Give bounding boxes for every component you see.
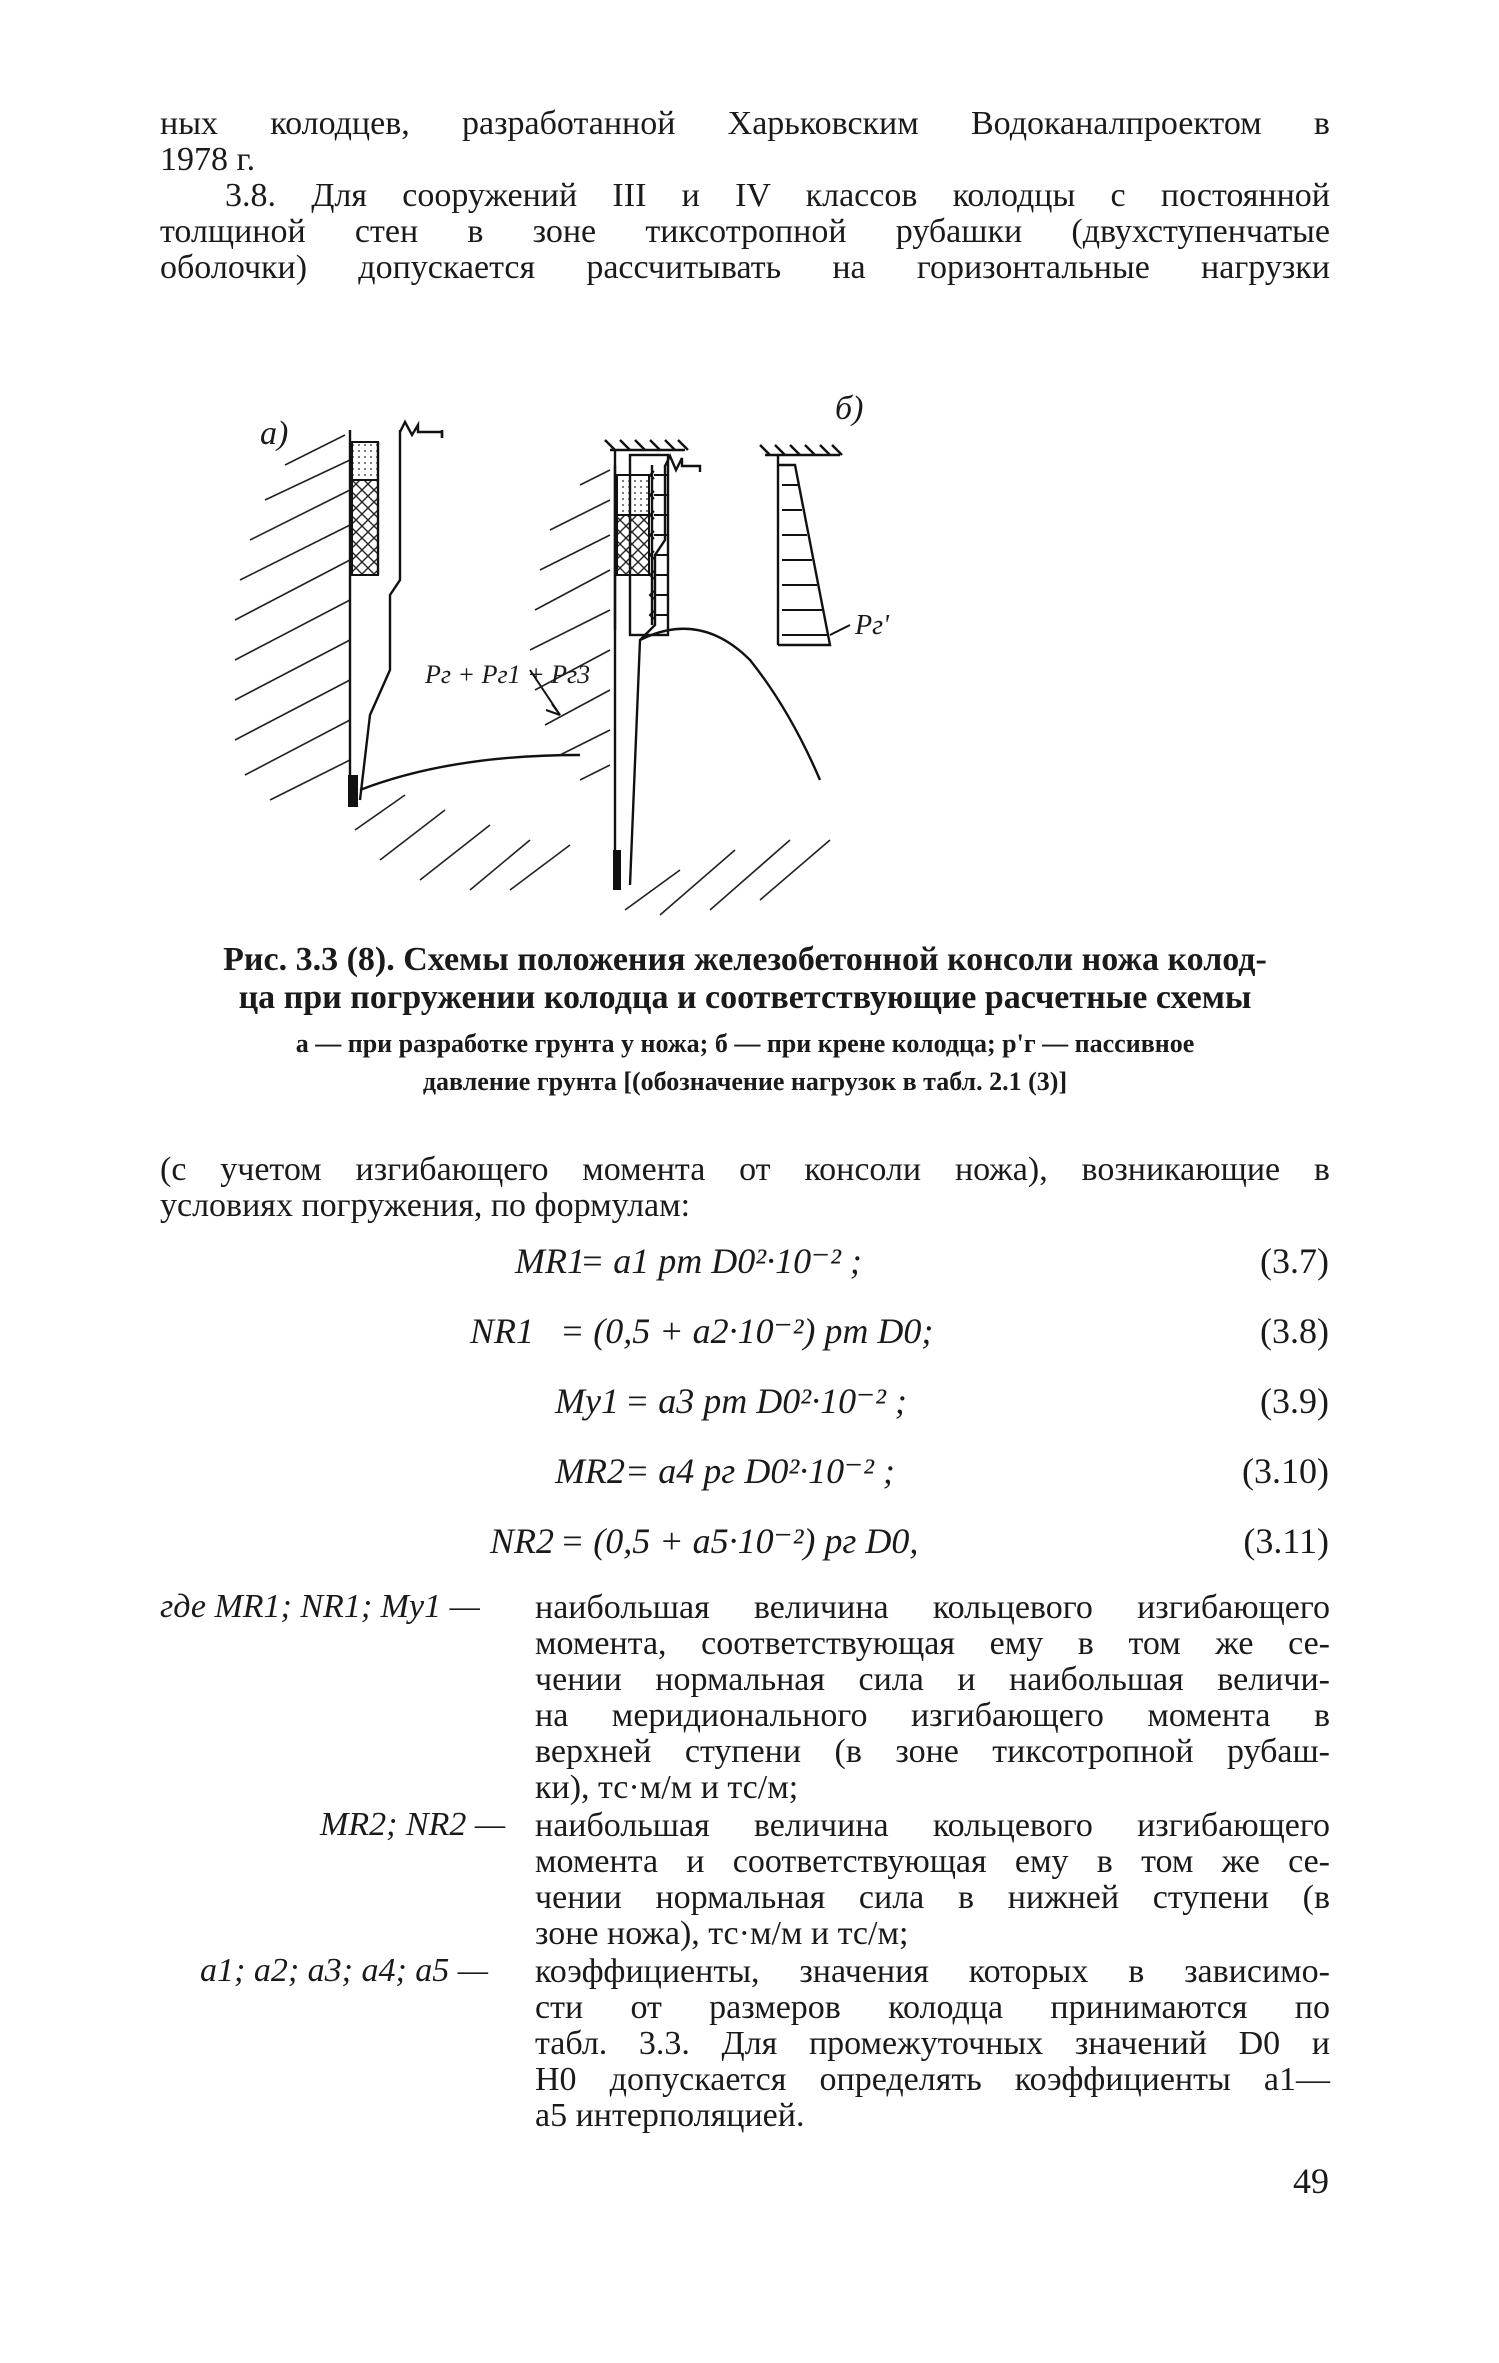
figure-label-a: а): [260, 415, 289, 452]
def-2-line-1: наибольшая величина кольцевого изгибающего: [535, 1807, 1330, 1844]
def-term-1: где MR1; NR1; My1 —: [160, 1588, 480, 1625]
calc-scheme-b: [760, 445, 842, 645]
def-3-line-1: коэффициенты, значения которых в зависимо-: [535, 1953, 1330, 1990]
caption-line-2: ца при погружении колодца и соответствующие расчетные схемы: [238, 979, 1252, 1016]
eq-3-11-lhs: NR2: [490, 1521, 555, 1561]
body-line-1: (с учетом изгибающего момента от консоли ножа), возникающие в: [160, 1151, 1330, 1188]
load-label-a: Pг + Pг1 + Pг3: [425, 660, 591, 689]
def-1-line-6: ки), тс·м/м и тс/м;: [535, 1769, 799, 1806]
eq-3-8-number: (3.8): [1260, 1311, 1329, 1351]
intro-line-4: толщиной стен в зоне тиксотропной рубашки (двухступенчатые: [160, 213, 1330, 250]
caption-line-4: давление грунта [(обозначение нагрузок в табл. 2.1 (3)]: [422, 1067, 1068, 1096]
def-1-line-4: на меридионального изгибающего момента в: [535, 1697, 1330, 1734]
eq-3-10-number: (3.10): [1242, 1451, 1329, 1491]
eq-3-10-lhs: MR2: [555, 1451, 625, 1491]
def-3-line-2: сти от размеров колодца принимаются по: [535, 1989, 1330, 2026]
intro-line-5: оболочки) допускается рассчитывать на горизонтальные нагрузки: [160, 249, 1330, 286]
figure-3-3: [230, 370, 1330, 930]
caption-line-1: Рис. 3.3 (8). Схемы положения железобетонной консоли ножа колод-: [223, 941, 1267, 978]
eq-3-10-rhs: = a4 pг D0²·10⁻² ;: [625, 1451, 895, 1491]
eq-3-7-rhs: = a1 pт D0²·10⁻² ;: [580, 1241, 862, 1281]
def-3-line-3: табл. 3.3. Для промежуточных значений D0 и: [535, 2025, 1330, 2062]
eq-3-9-number: (3.9): [1260, 1381, 1329, 1421]
def-2-line-4: зоне ножа), тс·м/м и тс/м;: [535, 1915, 909, 1952]
eq-3-9-rhs: = a3 pт D0²·10⁻² ;: [625, 1381, 907, 1421]
eq-3-11-rhs: = (0,5 + a5·10⁻²) pг D0,: [560, 1521, 919, 1561]
soil-hatch-a: [235, 435, 350, 800]
def-3-line-4: H0 допускается определять коэффициенты a1—: [535, 2061, 1330, 2098]
eq-3-7-number: (3.7): [1260, 1241, 1329, 1281]
intro-line-3: 3.8. Для сооружений III и IV классов колодцы с постоянной: [225, 177, 1330, 214]
def-2-line-2: момента и соответствующая ему в том же се-: [535, 1843, 1330, 1880]
figure-label-b: б): [835, 390, 864, 427]
eq-3-9-lhs: Mу1: [555, 1381, 619, 1421]
figure-drawing: [230, 370, 1330, 930]
def-term-2: MR2; NR2 —: [320, 1806, 506, 1843]
intro-line-2: 1978 г.: [160, 141, 256, 178]
soil-hatch-b: [530, 470, 610, 780]
def-term-3: a1; a2; a3; a4; a5 —: [200, 1952, 489, 1989]
def-3-line-5: a5 интерполяцией.: [535, 2097, 805, 2134]
def-1-line-5: верхней ступени (в зоне тиксотропной рубаш-: [535, 1733, 1330, 1770]
def-1-line-3: чении нормальная сила и наибольшая величи-: [535, 1661, 1330, 1698]
def-1-line-2: момента, соответствующая ему в том же се-: [535, 1625, 1330, 1662]
body-line-2: условиях погружения, по формулам:: [160, 1187, 691, 1224]
eq-3-11-number: (3.11): [1243, 1521, 1329, 1561]
intro-line-1: ных колодцев, разработанной Харьковским Водоканалпроектом в: [160, 105, 1330, 142]
def-2-line-3: чении нормальная сила в нижней ступени (в: [535, 1879, 1330, 1916]
def-1-line-1: наибольшая величина кольцевого изгибающего: [535, 1589, 1330, 1626]
eq-3-8-rhs: = (0,5 + a2·10⁻²) pт D0;: [560, 1311, 934, 1351]
page-number: 49: [1293, 2161, 1329, 2201]
eq-3-8-lhs: NR1: [470, 1311, 535, 1351]
eq-3-7-lhs: MR1: [515, 1241, 585, 1281]
caption-line-3: а — при разработке грунта у ножа; б — при крене колодца; р'г — пассивное: [295, 1029, 1195, 1058]
load-label-b: Pг': [855, 610, 890, 641]
